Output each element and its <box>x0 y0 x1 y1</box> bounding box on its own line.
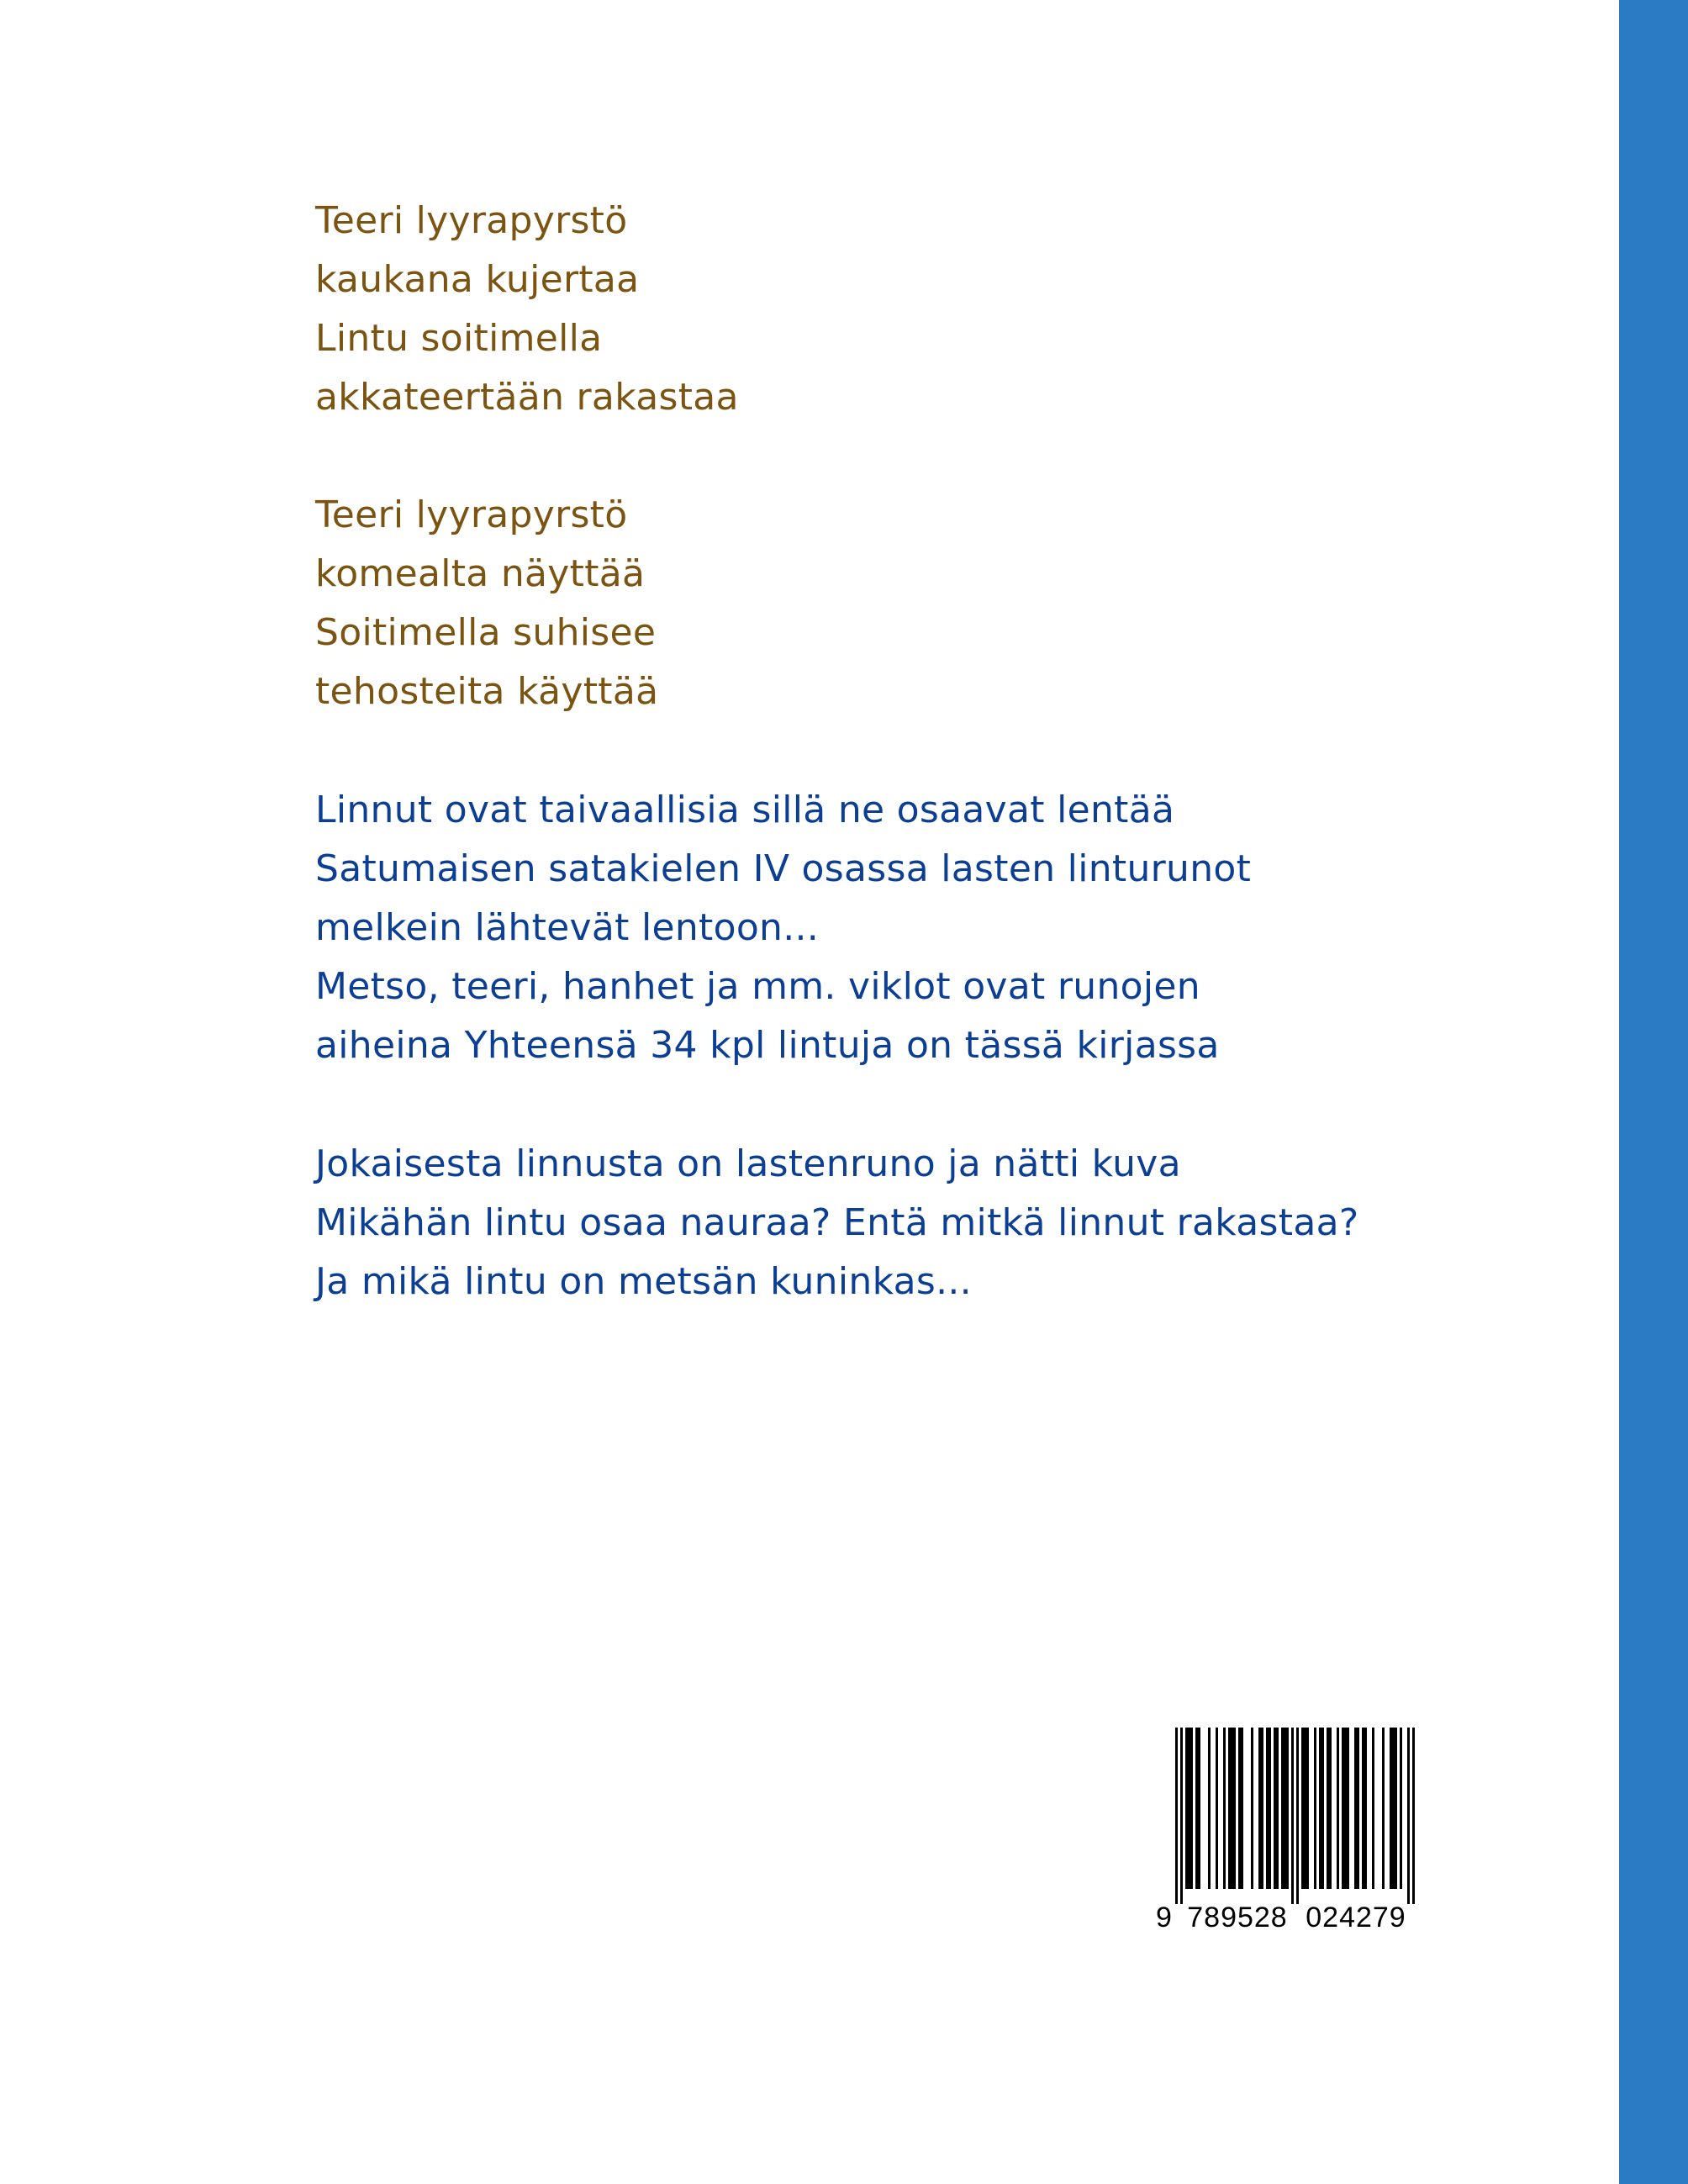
poem-line: kaukana kujertaa <box>315 258 640 301</box>
poem-line: tehosteita käyttää <box>315 670 659 713</box>
blurb-line: Metso, teeri, hanhet ja mm. viklot ovat runojen <box>315 965 1200 1008</box>
blurb-line: Mikähän lintu osaa nauraa? Entä mitkä linnut rakastaa? <box>315 1201 1359 1244</box>
poem-line: Teeri lyyrapyrstö <box>315 199 628 242</box>
barcode-right-group: 024279 <box>1306 1902 1406 1933</box>
barcode-bar <box>1362 1728 1364 1889</box>
barcode-digits <box>1154 1899 1423 1936</box>
barcode-bar <box>1223 1728 1226 1889</box>
barcode-bar <box>1233 1728 1236 1889</box>
barcode-bar <box>1286 1728 1289 1889</box>
barcode-bar <box>1347 1728 1349 1889</box>
barcode-bar <box>1354 1728 1357 1889</box>
barcode-bar <box>1274 1728 1276 1889</box>
barcode-bar <box>1372 1728 1374 1889</box>
blurb-line: Linnut ovat taivaallisia sillä ne osaavat lentää <box>315 789 1175 831</box>
barcode-bar <box>1190 1728 1193 1889</box>
poem-line: Lintu soitimella <box>315 317 603 360</box>
barcode-bar <box>1382 1728 1385 1889</box>
barcode-bar <box>1276 1728 1279 1889</box>
barcode-bar <box>1216 1728 1218 1889</box>
barcode-bar <box>1198 1728 1200 1889</box>
barcode-bar <box>1238 1728 1241 1889</box>
barcode-bar <box>1208 1728 1211 1889</box>
barcode-bar <box>1319 1728 1321 1889</box>
barcode-bar <box>1390 1728 1392 1889</box>
barcode-bar <box>1188 1728 1190 1889</box>
barcode-bar <box>1251 1728 1253 1889</box>
barcode-bar <box>1284 1728 1286 1889</box>
barcode-bar <box>1337 1728 1339 1889</box>
blurb-paragraph-1 <box>315 781 1251 1075</box>
barcode-bars <box>1154 1728 1423 1906</box>
barcode-bar <box>1281 1728 1284 1889</box>
barcode-bar <box>1342 1728 1344 1889</box>
barcode-bar <box>1304 1728 1306 1889</box>
barcode-bar <box>1329 1728 1332 1889</box>
blurb-line: aiheina Yhteensä 34 kpl lintuja on tässä kirjassa <box>315 1024 1220 1067</box>
blurb-paragraph-2 <box>315 1135 1359 1311</box>
poem-stanza-1 <box>315 192 739 427</box>
poem-line: Teeri lyyrapyrstö <box>315 493 628 536</box>
barcode-bar <box>1364 1728 1367 1889</box>
blurb-line: Satumaisen satakielen IV osassa lasten linturunot <box>315 847 1252 890</box>
barcode-guard-bar <box>1180 1728 1183 1904</box>
barcode-guard-bar <box>1291 1728 1294 1904</box>
barcode-guard-bar <box>1175 1728 1178 1904</box>
barcode-bar <box>1400 1728 1402 1889</box>
barcode-bar <box>1241 1728 1243 1889</box>
poem-stanza-2 <box>315 486 658 721</box>
barcode-bar <box>1258 1728 1261 1889</box>
barcode-bar <box>1327 1728 1329 1889</box>
barcode-bar <box>1231 1728 1233 1889</box>
spine-color-bar <box>1619 0 1688 2184</box>
poem-line: Soitimella suhisee <box>315 611 657 654</box>
isbn-barcode <box>1154 1728 1423 1942</box>
barcode-bar <box>1357 1728 1359 1889</box>
barcode-left-group: 789528 <box>1187 1902 1288 1933</box>
barcode-bar <box>1314 1728 1316 1889</box>
barcode-bar <box>1301 1728 1304 1889</box>
barcode-bar <box>1321 1728 1324 1889</box>
barcode-guard-bar <box>1407 1728 1410 1904</box>
barcode-bar <box>1306 1728 1309 1889</box>
barcode-bar <box>1261 1728 1263 1889</box>
poem-line: komealta näyttää <box>315 552 646 595</box>
barcode-bar <box>1228 1728 1231 1889</box>
poem-line: akkateertään rakastaa <box>315 376 739 419</box>
blurb-line: melkein lähtevät lentoon... <box>315 906 820 949</box>
blurb-line: Ja mikä lintu on metsän kuninkas... <box>315 1260 972 1303</box>
barcode-lead-digit: 9 <box>1156 1902 1172 1933</box>
barcode-bar <box>1344 1728 1347 1889</box>
blurb-line: Jokaisesta linnusta on lastenruno ja nätti kuva <box>315 1142 1181 1185</box>
barcode-bar <box>1266 1728 1269 1889</box>
barcode-guard-bar <box>1296 1728 1299 1904</box>
barcode-bar <box>1195 1728 1198 1889</box>
barcode-bar <box>1269 1728 1271 1889</box>
barcode-guard-bar <box>1412 1728 1415 1904</box>
barcode-bar <box>1185 1728 1188 1889</box>
barcode-bar <box>1392 1728 1395 1889</box>
barcode-bar <box>1395 1728 1397 1889</box>
